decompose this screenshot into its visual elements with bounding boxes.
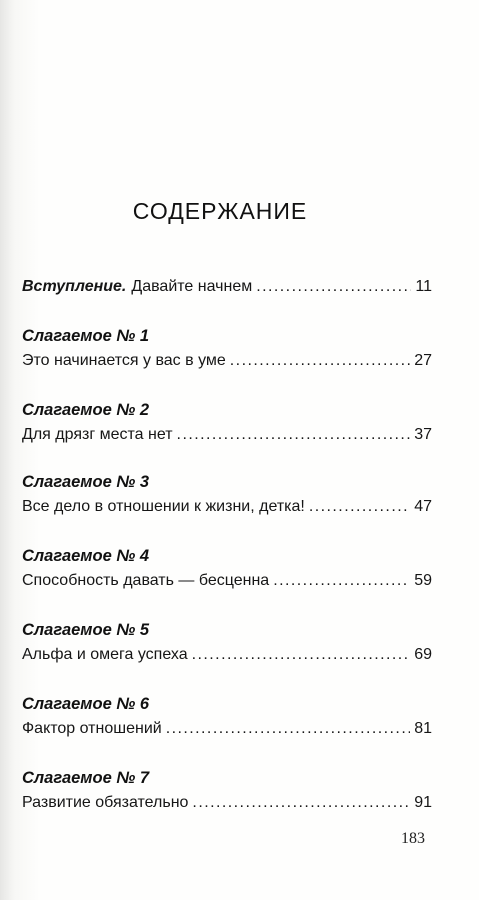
section-heading: Слагаемое № 7 [22,769,150,787]
section-page: 47 [414,498,432,515]
page-title: СОДЕРЖАНИЕ [132,198,308,224]
toc-entry-6 [22,692,432,742]
section-heading: Слагаемое № 3 [22,473,150,491]
section-title: Фактор отношений [22,720,162,737]
dot-leader [192,642,411,668]
page-number: 183 [401,830,425,847]
toc-entry-2 [22,398,432,448]
section-title: Для дрязг места нет [22,426,173,443]
toc-intro-lead: Вступление. [22,278,127,295]
toc-entry-7 [22,766,432,816]
section-heading: Слагаемое № 6 [22,695,150,713]
section-title: Способность давать — бесценна [22,572,270,589]
section-page: 81 [414,720,432,737]
dot-leader [309,494,410,520]
dot-leader [273,568,410,594]
toc-entry-1 [22,324,432,374]
toc-intro-title: Давайте начнем [131,278,253,295]
section-page: 69 [414,646,432,663]
section-title: Все дело в отношении к жизни, детка! [22,498,305,515]
dot-leader [256,274,411,300]
dot-leader [177,422,411,448]
section-heading: Слагаемое № 1 [22,327,150,345]
section-heading: Слагаемое № 4 [22,547,150,565]
section-heading: Слагаемое № 2 [22,401,150,419]
section-page: 27 [414,352,432,369]
section-page: 37 [414,426,432,443]
toc-entry-3 [22,470,432,520]
section-title: Развитие обязательно [22,794,189,811]
toc-entry-5 [22,618,432,668]
toc-entry-4 [22,544,432,594]
section-page: 91 [414,794,432,811]
dot-leader [166,716,411,742]
section-title: Альфа и омега успеха [22,646,188,663]
toc-entry-intro [22,274,432,300]
section-title: Это начинается у вас в уме [22,352,226,369]
dot-leader [230,348,410,374]
section-page: 59 [414,572,432,589]
section-heading: Слагаемое № 5 [22,621,150,639]
dot-leader [192,790,410,816]
toc-intro-page: 11 [415,278,432,295]
